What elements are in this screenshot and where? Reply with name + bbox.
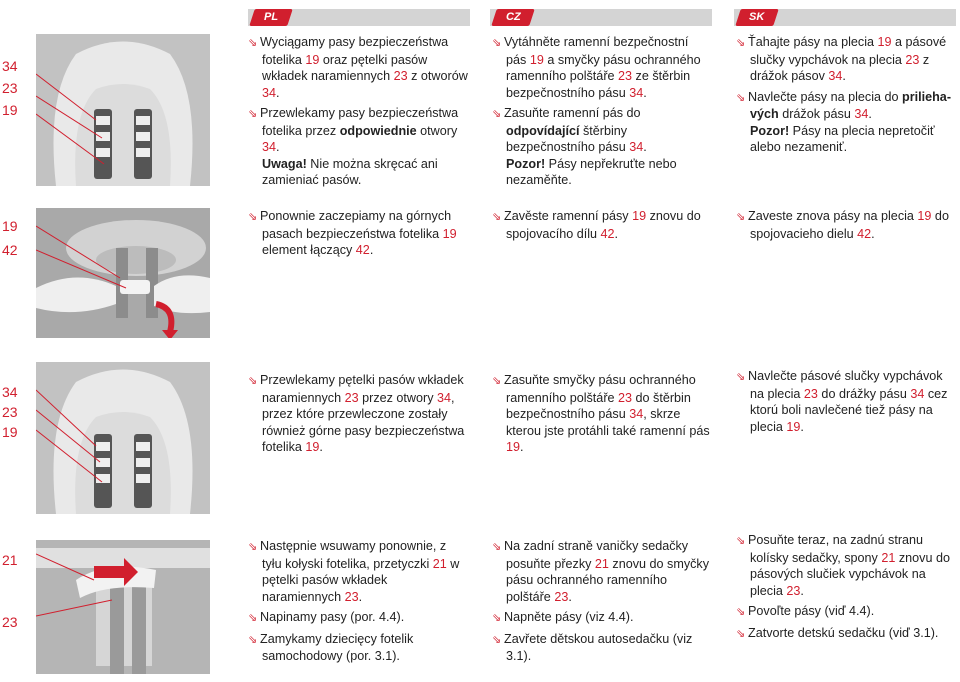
step-text: 19 bbox=[305, 52, 320, 67]
row4-col-pl bbox=[248, 538, 468, 669]
arrow-icon: ⇘ bbox=[248, 633, 258, 646]
step-text: 19 bbox=[506, 440, 521, 454]
step-text: otwory bbox=[416, 123, 458, 138]
row2-photo-hands-connector bbox=[36, 208, 210, 338]
step-text: Zamykamy dziecięcy fotelik samochodowy (por. 3.1). bbox=[260, 631, 414, 663]
step-text: Pozor! bbox=[750, 123, 790, 138]
step-text: 42 bbox=[600, 226, 615, 241]
step-text: do drážky pásu bbox=[817, 386, 911, 401]
arrow-icon: ⇘ bbox=[492, 211, 502, 223]
step-text: Następnie wsuwamy ponownie, z tyłu kołyski fotelika, przetyczki bbox=[260, 539, 447, 571]
instruction-step bbox=[248, 372, 468, 456]
hands-connector-illustration bbox=[36, 208, 210, 338]
step-text: Napinamy pasy (por. 4.4). bbox=[260, 610, 405, 624]
step-text: Posuňte teraz, na zadnú stranu kolísky sedačky, spony bbox=[748, 533, 924, 565]
seat-harness-illustration bbox=[36, 34, 210, 186]
step-text: . bbox=[842, 69, 846, 83]
label-num: 19 bbox=[2, 218, 18, 234]
step-text: . bbox=[868, 107, 872, 121]
label-num: 34 bbox=[2, 384, 18, 400]
step-text: . bbox=[520, 440, 524, 454]
row3-col-sk bbox=[736, 368, 956, 439]
instruction-step bbox=[492, 609, 712, 627]
step-text: Zavěste ramenní pásy bbox=[504, 209, 633, 223]
step-text: Zaveste znova pásy na plecia bbox=[748, 209, 918, 223]
row4-labels bbox=[0, 552, 40, 632]
arrow-icon: ⇘ bbox=[248, 375, 258, 387]
instruction-step bbox=[248, 208, 468, 259]
row1-photo-seat-harness bbox=[36, 34, 210, 186]
step-text: Napněte pásy (viz 4.4). bbox=[504, 610, 634, 624]
step-text: Pásy nepřekruťte nebo nezaměňte. bbox=[506, 156, 677, 187]
step-text: 34 bbox=[437, 390, 452, 405]
step-text: 23 bbox=[786, 583, 801, 598]
arrow-icon: ⇘ bbox=[248, 612, 258, 624]
step-text: 19 bbox=[529, 52, 544, 67]
step-text: Navlečte pásové slučky vypchávok na plecia bbox=[748, 369, 943, 401]
row2-col-cz bbox=[492, 208, 712, 246]
step-text: Navlečte pásy na plecia do bbox=[748, 89, 903, 104]
step-text: przez otwory bbox=[358, 390, 438, 405]
step-text: 19 bbox=[917, 209, 932, 223]
instruction-step bbox=[492, 208, 712, 242]
label-num: 23 bbox=[2, 404, 18, 420]
step-text: . bbox=[800, 583, 804, 598]
step-text: Na zadní straně vaničky sedačky posuňte přezky bbox=[504, 539, 689, 571]
seat-loops-illustration bbox=[36, 362, 210, 514]
step-text: . bbox=[568, 589, 572, 604]
step-text: Wyciągamy pasy bezpieczeństwa fotelika bbox=[260, 35, 449, 67]
instruction-step bbox=[248, 34, 468, 101]
step-text: 23 bbox=[803, 386, 818, 401]
step-text: , skrze kterou jste protáhli také ramenní pás bbox=[506, 407, 710, 438]
row3-photo-seat-loops bbox=[36, 362, 210, 514]
arrow-icon: ⇘ bbox=[248, 37, 258, 49]
step-text: . bbox=[871, 226, 875, 241]
step-text: Nie można skręcać ani zamieniać pasów. bbox=[262, 156, 438, 187]
instruction-step bbox=[492, 538, 712, 605]
row2-labels bbox=[0, 216, 40, 266]
row3-col-pl bbox=[248, 372, 468, 460]
step-text: Pásy na plecia nepretočiť alebo nezameniť. bbox=[750, 123, 935, 154]
step-text: 19 bbox=[442, 226, 457, 241]
label-num: 34 bbox=[2, 58, 18, 74]
step-text: element łączący bbox=[262, 243, 356, 257]
step-text: 23 bbox=[554, 589, 569, 604]
step-text: , przez które przewleczone zostały również górne pasy bezpieczeństwa fotelika bbox=[262, 390, 465, 454]
row4-col-sk bbox=[736, 532, 956, 646]
step-text: 19 bbox=[786, 419, 801, 434]
row1-labels bbox=[0, 56, 40, 126]
row1-col-sk bbox=[736, 34, 956, 160]
step-text: 42 bbox=[355, 243, 370, 257]
step-text: . bbox=[800, 419, 804, 434]
instruction-step bbox=[736, 208, 956, 242]
instruction-step bbox=[492, 631, 712, 665]
instruction-step bbox=[248, 105, 468, 189]
step-text: drážok pásu bbox=[778, 107, 855, 121]
label-num: 23 bbox=[2, 614, 18, 630]
step-text: a pásové slučky vypchávok na plecia bbox=[750, 35, 947, 67]
step-text: znovu do spojovacího dílu bbox=[506, 209, 701, 241]
step-text: 19 bbox=[877, 35, 892, 49]
step-text: . bbox=[369, 243, 374, 257]
step-text: 34 bbox=[910, 386, 925, 401]
step-text: . bbox=[319, 440, 323, 454]
step-text: Przewlekamy pętelki pasów wkładek naramiennych bbox=[260, 373, 464, 405]
step-text: 21 bbox=[594, 556, 609, 571]
step-text: 42 bbox=[857, 226, 872, 241]
label-num: 21 bbox=[2, 552, 18, 568]
label-num: 42 bbox=[2, 242, 18, 258]
row3-labels bbox=[0, 382, 40, 452]
step-text: Povoľte pásy (viď 4.4). bbox=[748, 604, 875, 618]
step-text: 34 bbox=[262, 140, 277, 154]
arrow-icon: ⇘ bbox=[736, 627, 746, 640]
step-text: odpovídající bbox=[506, 123, 580, 138]
step-text: priliehavých bbox=[750, 89, 952, 121]
lang-bar-pl bbox=[248, 9, 470, 26]
arrow-icon: ⇘ bbox=[248, 108, 258, 120]
instruction-step bbox=[736, 625, 956, 643]
label-num: 23 bbox=[2, 80, 18, 96]
step-text: oraz pętelki pasów wkładek naramiennych bbox=[262, 52, 428, 83]
step-text: a smyčky pásu ochranného ramenního polštáře bbox=[506, 52, 701, 83]
instruction-step bbox=[492, 372, 712, 456]
instruction-step bbox=[492, 34, 712, 101]
step-text: ze štěrbin bezpečnostního pásu bbox=[506, 69, 691, 100]
step-text: Vytáhněte ramenní bezpečnostní pás bbox=[504, 35, 689, 67]
step-text: z otworów bbox=[407, 69, 468, 83]
step-text: 23 bbox=[618, 69, 633, 83]
row1-col-pl bbox=[248, 34, 468, 193]
step-text: do spojovacieho dielu bbox=[750, 209, 949, 241]
lang-bar-sk bbox=[734, 9, 956, 26]
step-text: . bbox=[643, 140, 647, 154]
step-text: Zavřete dětskou autosedačku (viz 3.1). bbox=[504, 631, 693, 663]
instruction-step bbox=[736, 532, 956, 599]
arrow-icon: ⇘ bbox=[492, 541, 502, 553]
back-buckles-illustration bbox=[36, 540, 210, 674]
step-text: Przewlekamy pasy bezpieczeństwa fotelika przez bbox=[260, 106, 459, 138]
step-text: z drážok pásov bbox=[750, 52, 930, 83]
step-text: 23 bbox=[344, 390, 359, 405]
step-text: štěrbiny bezpečnostního pásu bbox=[506, 123, 630, 154]
lang-tab-sk: SK bbox=[735, 9, 779, 26]
arrow-icon: ⇘ bbox=[492, 37, 502, 49]
step-text: . bbox=[276, 140, 280, 154]
instruction-step bbox=[492, 105, 712, 189]
arrow-icon: ⇘ bbox=[736, 535, 746, 547]
step-text: . bbox=[276, 85, 280, 100]
step-text: do štěrbin bezpečnostního pásu bbox=[506, 390, 691, 421]
step-text: Zasuňte smyčky pásu ochranného ramenního polštáře bbox=[504, 373, 696, 405]
label-num: 19 bbox=[2, 424, 18, 440]
arrow-icon: ⇘ bbox=[736, 91, 746, 104]
step-text: Zasuňte ramenní pás do bbox=[504, 106, 641, 120]
step-text: 34 bbox=[262, 85, 277, 100]
arrow-icon: ⇘ bbox=[736, 211, 746, 223]
instruction-step bbox=[736, 368, 956, 435]
instruction-step bbox=[736, 89, 956, 156]
step-text: odpowiednie bbox=[339, 123, 417, 138]
instruction-step bbox=[248, 538, 468, 605]
step-text: 21 bbox=[881, 550, 896, 565]
arrow-icon: ⇘ bbox=[736, 371, 746, 383]
instruction-step bbox=[248, 609, 468, 627]
instruction-step bbox=[736, 603, 956, 621]
row3-col-cz bbox=[492, 372, 712, 460]
step-text: Zatvorte detskú sedačku (viď 3.1). bbox=[748, 625, 939, 640]
row2-col-sk bbox=[736, 208, 956, 246]
row2-col-pl bbox=[248, 208, 468, 263]
step-text: Uwaga! bbox=[262, 156, 307, 171]
lang-tab-cz: CZ bbox=[491, 9, 535, 26]
step-text: Pozor! bbox=[506, 156, 546, 171]
step-text: 23 bbox=[344, 589, 359, 604]
step-text: znovu do pásových slučiek vypchávok na plecia bbox=[750, 550, 950, 598]
step-text: w pętelki pasów wkładek naramiennych bbox=[262, 556, 460, 604]
arrow-icon: ⇘ bbox=[736, 37, 746, 49]
step-text: 23 bbox=[905, 52, 920, 67]
step-text: znovu do smyčky pásu ochranného ramenního polštáře bbox=[506, 556, 710, 604]
step-text: 23 bbox=[393, 69, 408, 83]
arrow-icon: ⇘ bbox=[492, 375, 502, 387]
arrow-icon: ⇘ bbox=[492, 108, 502, 120]
step-text: Ponownie zaczepiamy na górnych pasach bezpieczeństwa fotelika bbox=[260, 209, 452, 241]
arrow-icon: ⇘ bbox=[248, 541, 258, 553]
step-text: . bbox=[358, 589, 363, 604]
step-text: 34 bbox=[854, 107, 869, 121]
row4-col-cz bbox=[492, 538, 712, 669]
step-text: . bbox=[643, 85, 647, 100]
row4-photo-back-buckles bbox=[36, 540, 210, 674]
step-text: Ťahajte pásy na plecia bbox=[748, 35, 878, 49]
instruction-step bbox=[248, 631, 468, 665]
lang-bar-cz bbox=[490, 9, 712, 26]
step-text: 34 bbox=[629, 407, 644, 421]
label-num: 19 bbox=[2, 102, 18, 118]
lang-tab-pl: PL bbox=[249, 9, 293, 26]
step-text: cez ktorú boli navlečené tiež pásy na plecia bbox=[750, 386, 948, 434]
step-text: 34 bbox=[828, 69, 843, 83]
instruction-step bbox=[736, 34, 956, 85]
arrow-icon: ⇘ bbox=[736, 606, 746, 618]
arrow-icon: ⇘ bbox=[492, 633, 502, 646]
step-text: . bbox=[614, 226, 619, 241]
step-text: 21 bbox=[432, 556, 447, 571]
step-text: 19 bbox=[305, 440, 320, 454]
step-text: 34 bbox=[629, 85, 644, 100]
step-text: 23 bbox=[618, 390, 633, 405]
step-text: 34 bbox=[629, 140, 644, 154]
arrow-icon: ⇘ bbox=[248, 211, 258, 223]
row1-col-cz bbox=[492, 34, 712, 193]
step-text: 19 bbox=[632, 209, 647, 223]
arrow-icon: ⇘ bbox=[492, 612, 502, 624]
